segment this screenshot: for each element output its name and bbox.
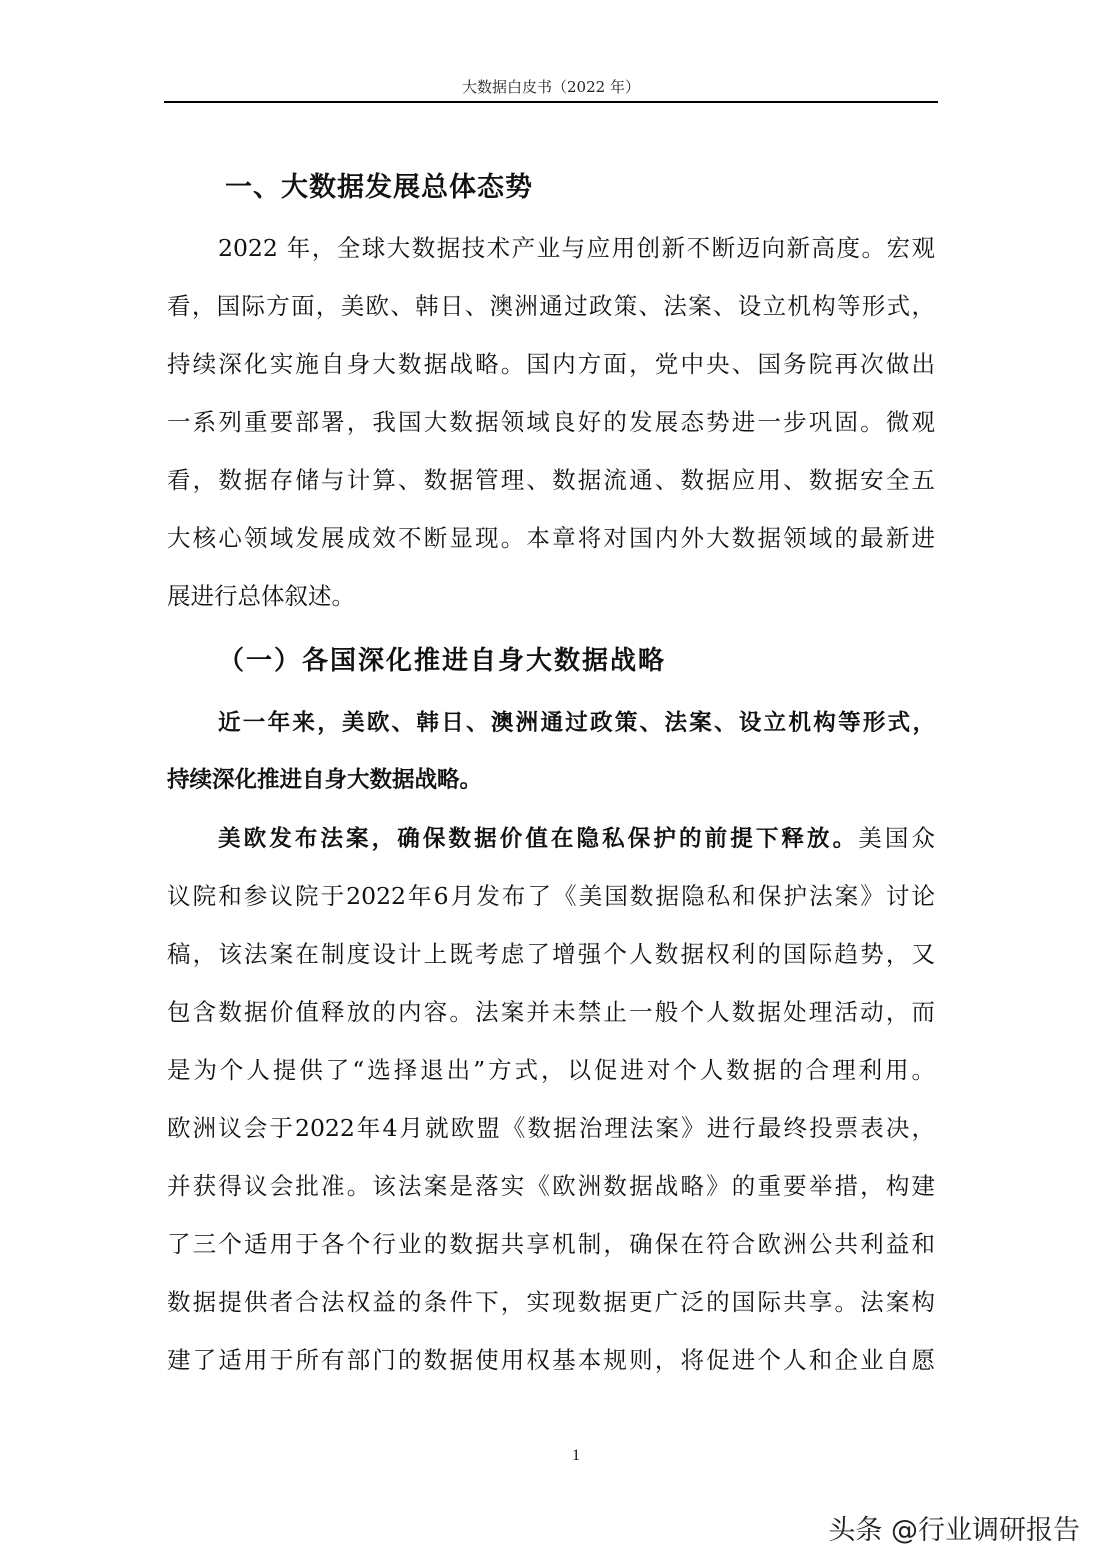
text-line: 稿，该法案在制度设计上既考虑了增强个人数据权利的国际趋势，又	[167, 940, 935, 968]
page-number: 1	[572, 1447, 580, 1464]
text-line: 看，数据存储与计算、数据管理、数据流通、数据应用、数据安全五	[167, 466, 935, 494]
text-line: 2022 年，全球大数据技术产业与应用创新不断迈向新高度。宏观	[218, 234, 935, 262]
text-line: 展进行总体叙述。	[167, 582, 355, 610]
text-line: 并获得议会批准。该法案是落实《欧洲数据战略》的重要举措，构建	[167, 1172, 935, 1200]
text-line	[218, 818, 935, 858]
text-line: 持续深化推进自身大数据战略。	[167, 767, 483, 793]
page-header: 大数据白皮书（2022 年）	[462, 78, 640, 96]
text-line: 是为个人提供了“选择退出”方式，以促进对个人数据的合理利用。	[167, 1056, 935, 1084]
text-line: 看，国际方面，美欧、韩日、澳洲通过政策、法案、设立机构等形式，	[167, 292, 935, 320]
text-line: 欧洲议会于2022年4月就欧盟《数据治理法案》进行最终投票表决，	[167, 1114, 935, 1142]
header-rule	[164, 101, 938, 103]
text-line: 包含数据价值释放的内容。法案并未禁止一般个人数据处理活动，而	[167, 998, 935, 1026]
text-line: 建了适用于所有部门的数据使用权基本规则，将促进个人和企业自愿	[167, 1346, 935, 1374]
text-line: 数据提供者合法权益的条件下，实现数据更广泛的国际共享。法案构	[167, 1288, 935, 1316]
text-line: 近一年来，美欧、韩日、澳洲通过政策、法案、设立机构等形式，	[218, 710, 935, 736]
watermark: 头条 @行业调研报告	[828, 1515, 1080, 1546]
section-title: 一、大数据发展总体态势	[225, 172, 533, 203]
text-line: 大核心领域发展成效不断显现。本章将对国内外大数据领域的最新进	[167, 524, 935, 552]
paragraph-lead: 美欧发布法案，确保数据价值在隐私保护的前提下释放。	[218, 826, 859, 852]
paragraph-lead-rest: 美国众	[858, 824, 935, 852]
text-line: 持续深化实施自身大数据战略。国内方面，党中央、国务院再次做出	[167, 350, 935, 378]
text-line: 一系列重要部署，我国大数据领域良好的发展态势进一步巩固。微观	[167, 408, 935, 436]
text-line: 议院和参议院于2022年6月发布了《美国数据隐私和保护法案》讨论	[167, 882, 935, 910]
text-line: 了三个适用于各个行业的数据共享机制，确保在符合欧洲公共利益和	[167, 1230, 935, 1258]
subsection-title: （一）各国深化推进自身大数据战略	[218, 646, 667, 676]
